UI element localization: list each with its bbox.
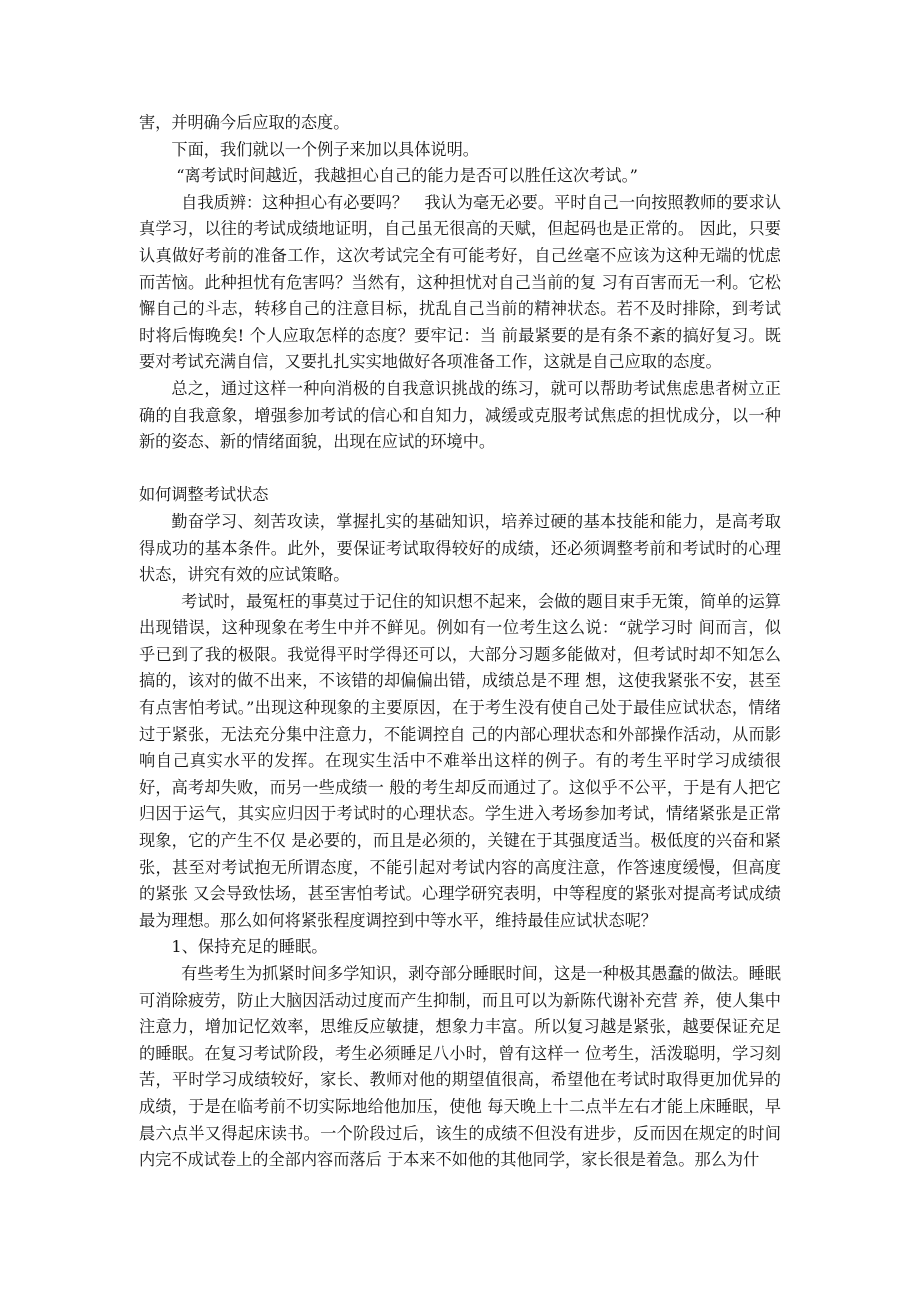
- paragraph-sleep: 有些考生为抓紧时间多学知识，剥夺部分睡眠时间，这是一种极其愚蠢的做法。睡眠可消除疲劳，防止大脑因活动过度而产生抑制，而且可以为新陈代谢补充营 养，使人集中注意力，增加记忆效率，思维反应敏捷，想象力丰富。所以复习越是紧张，越要保证充足的睡眠。在复习考试阶段，考生必须睡足八小时，曾有这样一 位考生，活泼聪明，学习刻苦，平时学习成绩较好，家长、教师对他的期望值很高，希望他在考试时取得更加优异的成绩，于是在临考前不切实际地给他加压，使他 每天晚上十二点半左右才能上床睡眠，早晨六点半又得起床读书。一个阶段过后，该生的成绩不但没有进步，反而因在规定的时间内完不成试卷上的全部内容而落后 于本来不如他的其他同学，家长很是着急。那么为什: [139, 964, 781, 1170]
- paragraph-gap: [139, 456, 781, 483]
- paragraph-study-basics: 勤奋学习、刻苦攻读，掌握扎实的基础知识，培养过硬的基本技能和能力，是高考取得成功的基本条件。此外，要保证考试取得较好的成绩，还必须调整考前和考试时的心理状态，讲究有效的应试策略。: [139, 511, 781, 585]
- section-title: 如何调整考试状态: [139, 485, 269, 505]
- document-body: [139, 110, 781, 1174]
- list-item-sleep-heading: 1、保持充足的睡眠。: [171, 937, 328, 957]
- paragraph-intro-example: 下面，我们就以一个例子来加以具体说明。: [171, 139, 479, 159]
- paragraph-summary: 总之，通过这样一种向消极的自我意识挑战的练习，就可以帮助考试焦虑患者树立正确的自我意象，增强参加考试的信心和自知力，减缓或克服考试焦虑的担忧成分，以一种新的姿态、新的情绪面貌，出现在应试的环境中。: [139, 378, 781, 452]
- paragraph-self-questioning: 自我质辨：这种担心有必要吗？ 我认为毫无必要。平时自己一向按照教师的要求认真学习，以往的考试成绩地证明，自己虽无很高的天赋，但起码也是正常的。 因此，只要认真做好考前的准备工作，这次考试完全有可能考好，自己丝毫不应该为这种无端的忧虑而苦恼。此种担忧有危害吗？当然有，这种担忧对自己当前的复 习有百害而无一利。它松懈自己的斗志，转移自己的注意目标，扰乱自己当前的精神状态。若不及时排除，到考试时将后悔晚矣! 个人应取怎样的态度？要牢记：当 前最紧要的是有条不紊的搞好复习。既要对考试充满自信，又要扎扎实实地做好各项准备工作，这就是自己应取的态度。: [139, 192, 781, 372]
- paragraph-exam-tension: 考试时，最冤枉的事莫过于记住的知识想不起来，会做的题目束手无策，简单的运算出现错误，这种现象在考生中并不鲜见。例如有一位考生这么说：“就学习时 间而言，似乎已到了我的极限。我觉得平时学得还可以，大部分习题多能做对，但考试时却不知怎么搞的，该对的做不出来，不该错的却偏偏出错，成绩总是不理 想，这使我紧张不安，甚至有点害怕考试。”出现这种现象的主要原因，在于考生没有使自己处于最佳应试状态，情绪过于紧张，无法充分集中注意力，不能调控自 己的内部心理状态和外部操作活动，从而影响自己真实水平的发挥。在现实生活中不难举出这样的例子。有的考生平时学习成绩很好，高考却失败，而另一些成绩一 般的考生却反而通过了。这似乎不公平，于是有人把它归因于运气，其实应归因于考试时的心理状态。学生进入考场参加考试，情绪紧张是正常现象，它的产生不仅 是必要的，而且是必须的，关键在于其强度适当。极低度的兴奋和紧张，甚至对考试抱无所谓态度，不能引起对考试内容的高度注意，作答速度缓慢，但高度的紧张 又会导致怯场，甚至害怕考试。心理学研究表明，中等程度的紧张对提高考试成绩最为理想。那么如何将紧张程度调控到中等水平，维持最佳应试状态呢？: [139, 591, 781, 930]
- paragraph-continuation: 害，并明确今后应取的态度。: [139, 113, 350, 132]
- paragraph-quote: “离考试时间越近，我越担心自己的能力是否可以胜任这次考试。”: [176, 166, 638, 186]
